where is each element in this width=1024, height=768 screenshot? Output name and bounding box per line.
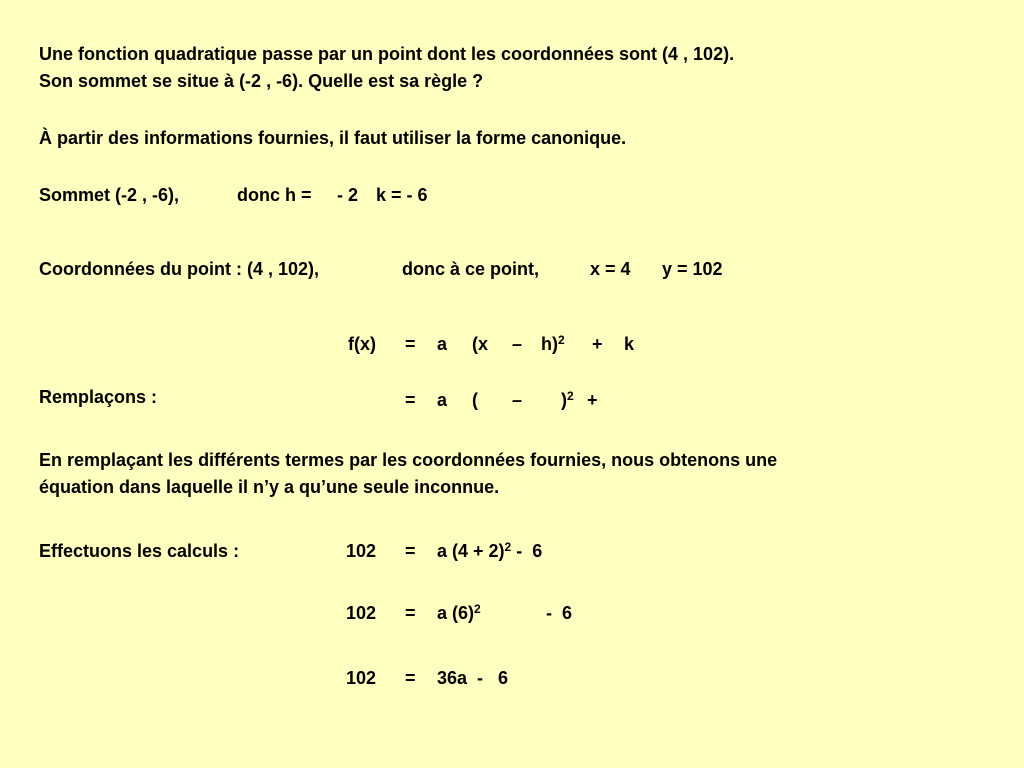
formula-minus: – (512, 334, 523, 354)
intro-line-1: Une fonction quadratique passe par un point dont les coordonnées sont (4 , 102). (39, 44, 735, 64)
explanation-text: En remplaçant les différents termes par les coordonnées fournies, nous obtenons une équation dans laquelle il n’y a qu’une seule inconnue. (39, 450, 778, 497)
calc-step-3-equals: = (405, 668, 416, 688)
calc-step-1-rhs-text: a (4 + 2) (437, 541, 505, 561)
point-donc: donc à ce point, (402, 259, 540, 279)
calc-step-1-exponent: 2 (504, 540, 512, 554)
formula-plus: + (592, 334, 603, 354)
calc-step-1-rhs (437, 539, 542, 563)
formula-h-text: h) (541, 334, 558, 354)
replace-equals: = (405, 390, 416, 410)
calc-step-2-exponent: 2 (474, 602, 481, 616)
calc-label: Effectuons les calculs : (39, 541, 240, 561)
k-value: k = - 6 (376, 185, 428, 205)
method-text: À partir des informations fournies, il faut utiliser la forme canonique. (39, 128, 627, 148)
calc-step-1-tail: - 6 (511, 541, 543, 561)
formula-exponent: 2 (558, 333, 565, 347)
replace-exponent: 2 (567, 389, 574, 403)
formula-k: k (624, 334, 635, 354)
intro-line-2: Son sommet se situe à (-2 , -6). Quelle est sa règle ? (39, 71, 484, 91)
y-value: y = 102 (662, 259, 723, 279)
replace-paren-close (561, 388, 574, 412)
x-value: x = 4 (590, 259, 631, 279)
formula-equals: = (405, 334, 416, 354)
replace-plus: + (587, 390, 598, 410)
calc-step-3-lhs: 102 (346, 668, 377, 688)
formula-lhs: f(x) (348, 334, 376, 354)
calc-step-1-equals: = (405, 541, 416, 561)
replace-a: a (437, 390, 448, 410)
formula-a: a (437, 334, 448, 354)
sommet-donc-h: donc h = (237, 185, 312, 205)
replace-minus: – (512, 390, 523, 410)
formula-paren-x: (x (472, 334, 489, 354)
calc-step-3-rhs: 36a - 6 (437, 668, 509, 688)
calc-step-2-rhs-text: a (6) (437, 603, 475, 623)
formula-h (541, 332, 565, 356)
sommet-label: Sommet (-2 , -6), (39, 185, 180, 205)
calc-step-1-lhs: 102 (346, 541, 377, 561)
point-label: Coordonnées du point : (4 , 102), (39, 259, 320, 279)
replace-paren-open: ( (472, 390, 478, 410)
calc-step-2-rhs (437, 601, 481, 625)
calc-step-2-equals: = (405, 603, 416, 623)
replace-paren-close-text: ) (561, 390, 567, 410)
replace-label: Remplaçons : (39, 387, 158, 407)
h-value: - 2 (337, 185, 359, 205)
calc-step-2-lhs: 102 (346, 603, 377, 623)
calc-step-2-tail: - 6 (546, 603, 573, 623)
